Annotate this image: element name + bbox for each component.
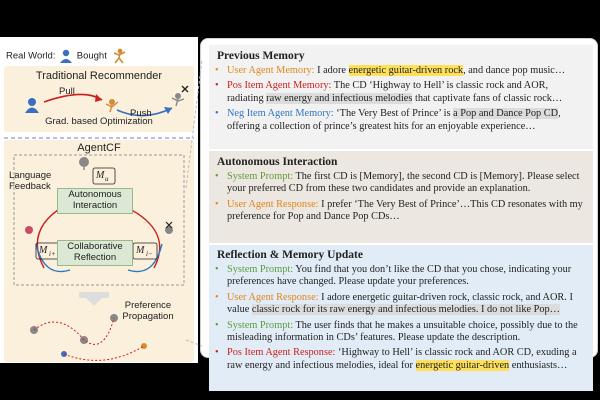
robot-head-icon: [79, 157, 89, 167]
reflection-system-prompt-2-label: System Prompt:: [227, 319, 294, 331]
mem-neg-sub: i−: [146, 250, 153, 258]
reflection-system-prompt-1-text: You find that you don’t like the CD that you chose, indicating your preferences have changed. Please update your preferences.: [227, 264, 572, 288]
reflection-pos-item-response-highlight: energetic guitar-driven: [415, 359, 510, 371]
mem-u-sub: u: [105, 175, 109, 183]
grad-optimization-label: Grad. based Optimization: [45, 116, 153, 127]
bullet-icon: •: [215, 80, 219, 92]
reflection-section: [209, 245, 593, 391]
user-agent-icon-2: [141, 343, 147, 349]
pos-item-memory-highlight: raw energy and infectious melodies: [266, 92, 413, 104]
dancer-icon: [110, 48, 128, 64]
reflection-system-prompt-2-text: The user finds that he makes a unsuitable choice, possibly due to the misleading information in CDs’ features. Please update the description.: [227, 319, 578, 344]
autonomous-interaction-title: Autonomous Interaction: [217, 156, 338, 168]
bullet-icon: •: [215, 108, 219, 120]
user-icon: [28, 98, 36, 106]
reflection-user-response-label: User Agent Response:: [227, 291, 319, 303]
mem-pos-sub: i+: [49, 250, 56, 258]
reflection-system-prompt-2-item: [209, 320, 593, 345]
bullet-icon: •: [215, 319, 219, 331]
bullet-icon: •: [215, 291, 219, 303]
autonomous-system-prompt-text: The first CD is [Memory], the second CD is [Memory]. Please select your preferred CD from these two candidates and provide an explanation.: [227, 171, 580, 195]
bought-label: Bought: [76, 50, 107, 62]
user-body: [25, 108, 39, 114]
heart-icon: [25, 226, 33, 234]
user-agent-memory-item: [209, 65, 593, 77]
reflection-user-response-item: [209, 292, 593, 317]
autonomous-interaction-box: Autonomous Interaction: [57, 188, 133, 214]
mem-neg-label: M: [136, 245, 145, 256]
autonomous-user-response-item: [209, 199, 593, 224]
previous-memory-section: [209, 45, 593, 149]
reflection-pos-item-response-text-2: enthusiasts…: [509, 359, 568, 371]
user-agent-memory-label: User Agent Memory:: [227, 65, 315, 76]
autonomous-system-prompt-label: System Prompt:: [227, 171, 294, 182]
user-agent-memory-text-2: , and dance pop music…: [463, 65, 566, 76]
bullet-icon: •: [215, 65, 219, 76]
neg-item-memory-item: [209, 108, 593, 133]
neg-item-memory-text-1: ‘The Very Best of Prince’ is: [333, 108, 454, 120]
pull-label: Pull: [59, 86, 75, 97]
pos-item-memory-label: Pos Item Agent Memory:: [227, 80, 332, 92]
pull-push-diagram: [4, 80, 194, 120]
reflection-user-response-highlight: classic rock for its raw energy and infectious melodies. I do not like Pop…: [251, 304, 560, 316]
pos-item-memory-item: [209, 80, 593, 105]
traditional-recommender-box: [4, 66, 194, 132]
reflection-pos-item-response-label: Pos Item Agent Response:: [227, 347, 336, 359]
autonomous-user-response-text: I prefer ‘The Very Best of Prince’…This CD resonates with my preference for Pop and Dance Pop CDs…: [227, 198, 583, 223]
user-agent-memory-text-1: I adore: [314, 65, 349, 76]
traditional-title: Traditional Recommender: [35, 70, 163, 82]
reflection-system-prompt-1-label: System Prompt:: [227, 264, 294, 275]
pos-item-memory-text-1: The CD ‘Highway to Hell’ is classic rock and AOR, radiating: [227, 80, 549, 104]
mem-pos-label: M: [39, 245, 48, 256]
push-label: Push: [130, 108, 152, 119]
autonomous-interaction-section: [209, 151, 593, 243]
reflection-pos-item-response-text-1: ‘Highway to Hell’ is classic rock and AOR CD, exuding a raw energy and infectious melodies, ideal for: [227, 347, 577, 371]
mem-u-label: M: [96, 170, 105, 181]
item-pos-icon: [109, 99, 115, 105]
item-agent-icon-2: [80, 336, 88, 344]
reflection-pos-item-response-item: [209, 347, 593, 372]
collaborative-reflection-box: Collaborative Reflection: [57, 240, 133, 266]
bullet-icon: •: [215, 171, 219, 182]
bullet-icon: •: [215, 347, 219, 359]
agentcf-title: AgentCF: [77, 142, 121, 154]
preference-propagation-label: Preference Propagation: [122, 300, 174, 322]
connector-lines: [182, 50, 222, 350]
right-panel: [200, 38, 598, 371]
item-neg-icon: [175, 93, 181, 99]
down-arrow-icon: [86, 298, 102, 306]
reflection-system-prompt-1-item: [209, 264, 593, 289]
neg-item-memory-text-2: , offering a collection of prince’s greatest hits for an enjoyable experience…: [227, 108, 561, 132]
user-agent-memory-highlight: energetic guitar-driven rock: [348, 65, 464, 76]
language-feedback-label: Language Feedback: [9, 170, 52, 192]
agentcf-box: [4, 140, 194, 362]
real-world-label: Real World:: [6, 50, 56, 62]
reflection-user-response-text: I adore energetic guitar-driven rock, classic rock, and AOR. I value: [227, 291, 573, 316]
pos-item-memory-text-2: that captivate fans of classic rock…: [412, 92, 563, 104]
bullet-icon: •: [215, 264, 219, 275]
reflection-title: Reflection & Memory Update: [217, 249, 363, 261]
previous-memory-title: Previous Memory: [217, 50, 305, 62]
autonomous-system-prompt-item: [209, 171, 593, 196]
neg-item-memory-highlight: a Pop and Dance Pop CD: [453, 108, 559, 120]
bullet-icon: •: [215, 198, 219, 210]
user-icon: [58, 48, 74, 64]
real-world-row: [6, 48, 128, 64]
neg-item-memory-label: Neg Item Agent Memory:: [227, 108, 334, 120]
autonomous-user-response-label: User Agent Response:: [227, 198, 319, 210]
